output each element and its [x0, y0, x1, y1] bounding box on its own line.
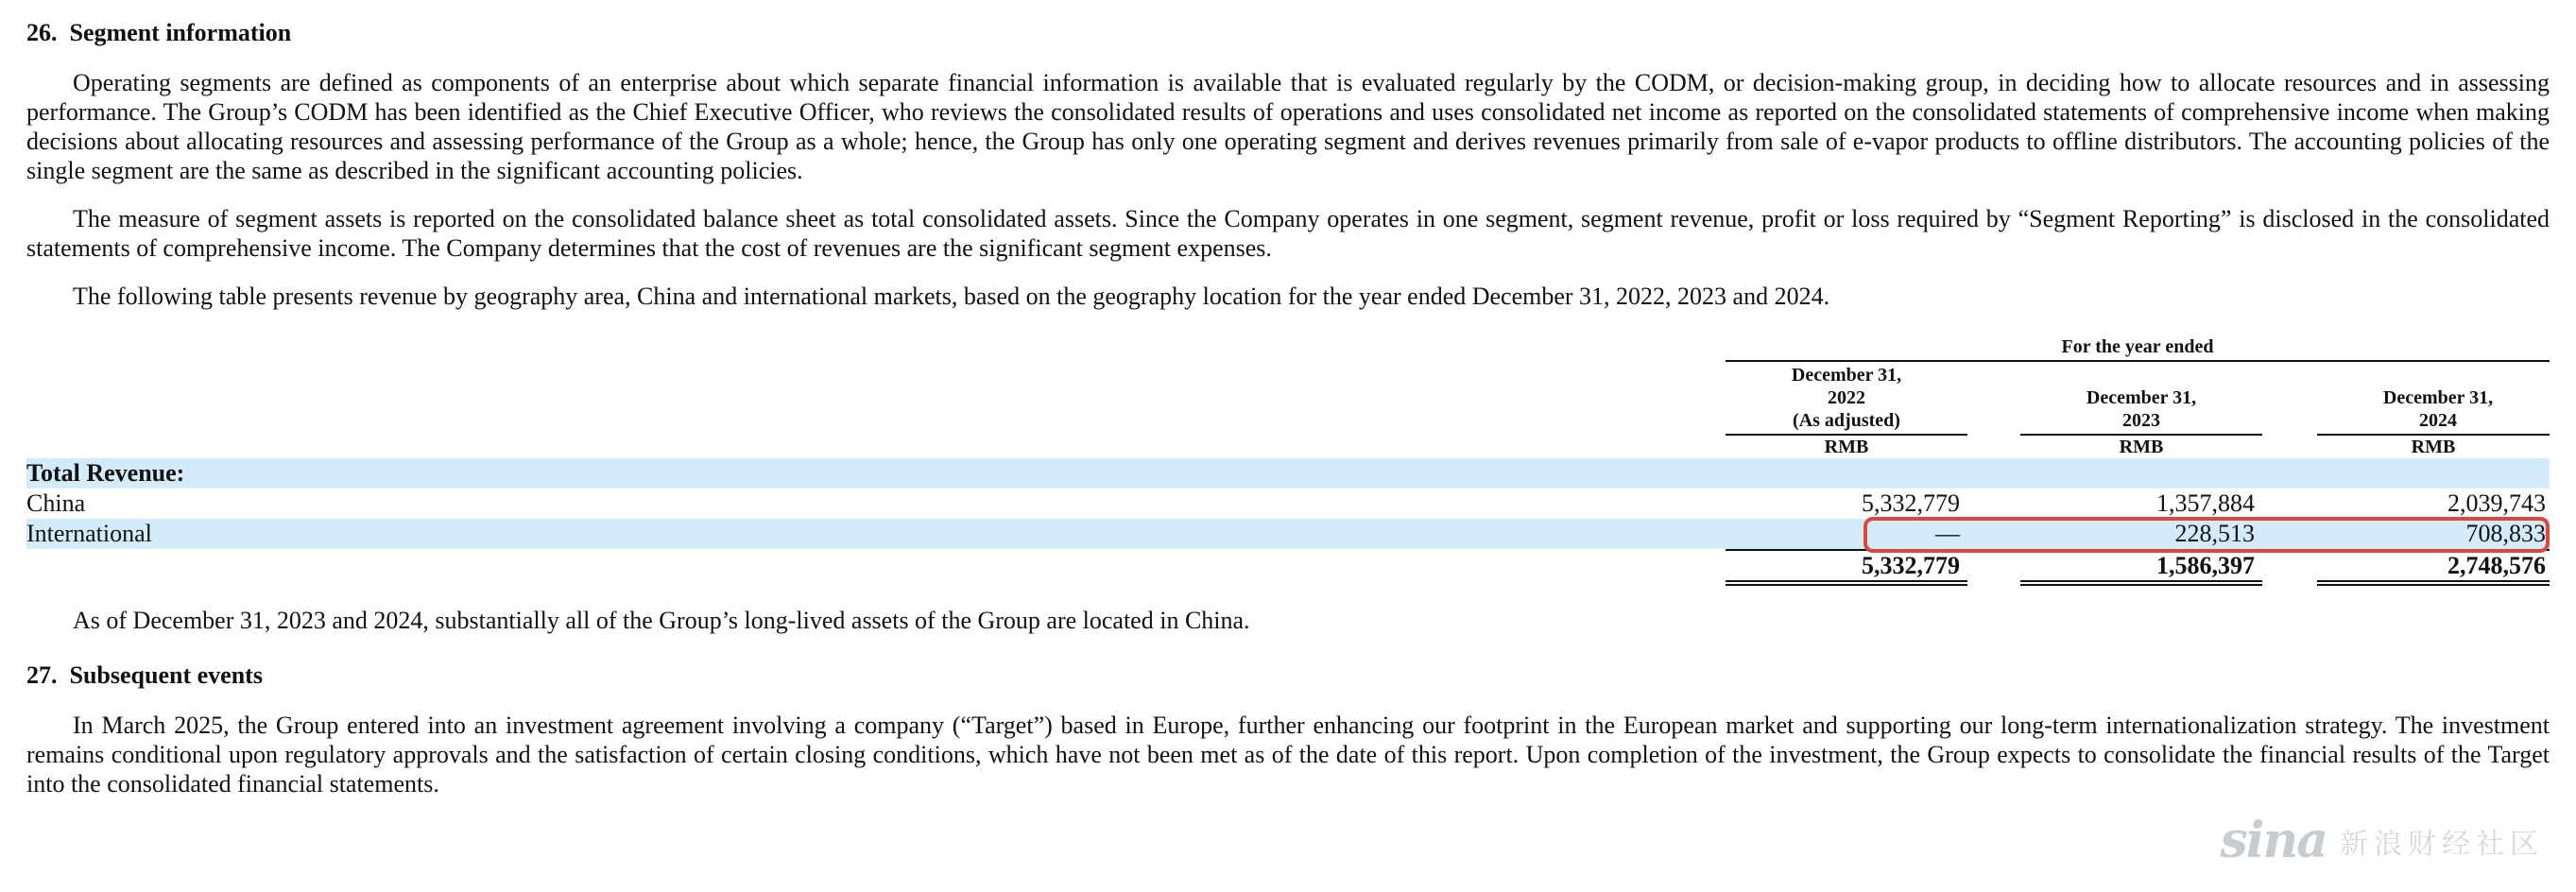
column-header-2023 — [2020, 386, 2262, 432]
column-header-year: 2024 — [2419, 410, 2457, 431]
column-header-2022 — [1726, 364, 1967, 432]
column-unit: RMB — [1824, 437, 1869, 457]
column-header-line: December 31, — [1791, 365, 1902, 386]
period-header-rule — [1726, 360, 2550, 362]
total-double-rule — [2317, 580, 2550, 582]
column-header-line: December 31, — [2086, 387, 2197, 408]
column-unit: RMB — [2411, 437, 2456, 457]
total-2022-value: 5,332,779 — [1862, 552, 1960, 579]
period-header: For the year ended — [2061, 336, 2214, 357]
section-27-heading: 27. Subsequent events — [26, 661, 263, 689]
table-intro-paragraph: The following table presents revenue by geography area, China and international markets, based on the geography location for the year ended December 31, 2022, 2023 and 2024. — [73, 283, 1830, 310]
watermark-text: 新浪财经社区 — [2340, 827, 2544, 861]
international-2024-value: 708,833 — [2465, 520, 2546, 547]
row-label-international: International — [26, 520, 152, 547]
international-2022-value: — — [1935, 520, 1960, 547]
total-double-rule — [2317, 584, 2550, 586]
column-header-line: December 31, — [2382, 387, 2494, 408]
sina-finance-watermark — [2220, 812, 2544, 869]
column-header-year: 2022 — [1828, 387, 1865, 408]
row-band — [26, 458, 2550, 489]
column-unit: RMB — [2119, 437, 2164, 457]
china-2024-value: 2,039,743 — [2447, 489, 2546, 517]
total-double-rule — [2020, 584, 2262, 586]
sina-logo: sina — [2220, 812, 2327, 869]
international-row-highlight — [1863, 517, 2550, 553]
long-lived-assets-paragraph: As of December 31, 2023 and 2024, substantially all of the Group’s long-lived assets of the Group are located in China. — [73, 607, 1250, 634]
document-page — [26, 17, 2550, 798]
column-header-year: 2023 — [2122, 410, 2160, 431]
segment-assets-paragraph: The measure of segment assets is reported on the consolidated balance sheet as total consolidated assets. Since the Company operates in one segment, segment revenue, profit or loss required by “Segment Reporting” is disclosed in the consolidated statements of comprehensive income. The Company determines that the cost of revenues are the significant segment expenses. — [26, 205, 2550, 262]
total-revenue-label: Total Revenue: — [26, 459, 185, 487]
total-2024-value: 2,748,576 — [2447, 552, 2546, 579]
subsequent-events-paragraph: In March 2025, the Group entered into an investment agreement involving a company (“Target”) based in Europe, further enhancing our footprint in the European market and supporting our long-term internationalization strategy. The investment remains conditional upon regulatory approvals and the satisfaction of certain closing conditions, which have not been met as of the date of this report. Upon completion of the investment, the Group expects to consolidate the financial results of the Target into the consolidated financial statements. — [26, 712, 2550, 798]
section-26-heading: 26. Segment information — [26, 19, 292, 46]
total-double-rule — [2020, 580, 2262, 582]
total-2023-value: 1,586,397 — [2156, 552, 2255, 579]
segment-definition-paragraph: Operating segments are defined as components of an enterprise about which separate financial information is available that is evaluated regularly by the CODM, or decision-making group, in deciding how to allocate resources and in assessing performance. The Group’s CODM has been identified as the Chief Executive Officer, who reviews the consolidated results of operations and uses consolidated net income as reported on the consolidated statements of comprehensive income when making decisions about allocating resources and assessing performance of the Group as a whole; hence, the Group has only one operating segment and derives revenues primarily from sale of e-vapor products to offline distributors. The accounting policies of the single segment are the same as described in the significant accounting policies. — [26, 69, 2550, 184]
china-2022-value: 5,332,779 — [1862, 489, 1960, 517]
china-2023-value: 1,357,884 — [2156, 489, 2255, 517]
row-label-china: China — [26, 489, 86, 517]
column-header-note: (As adjusted) — [1793, 410, 1900, 431]
total-double-rule — [1726, 584, 1967, 586]
total-double-rule — [1726, 580, 1967, 582]
revenue-by-geography-table — [26, 317, 2550, 581]
international-2023-value: 228,513 — [2174, 520, 2255, 547]
column-header-2024 — [2317, 386, 2559, 432]
